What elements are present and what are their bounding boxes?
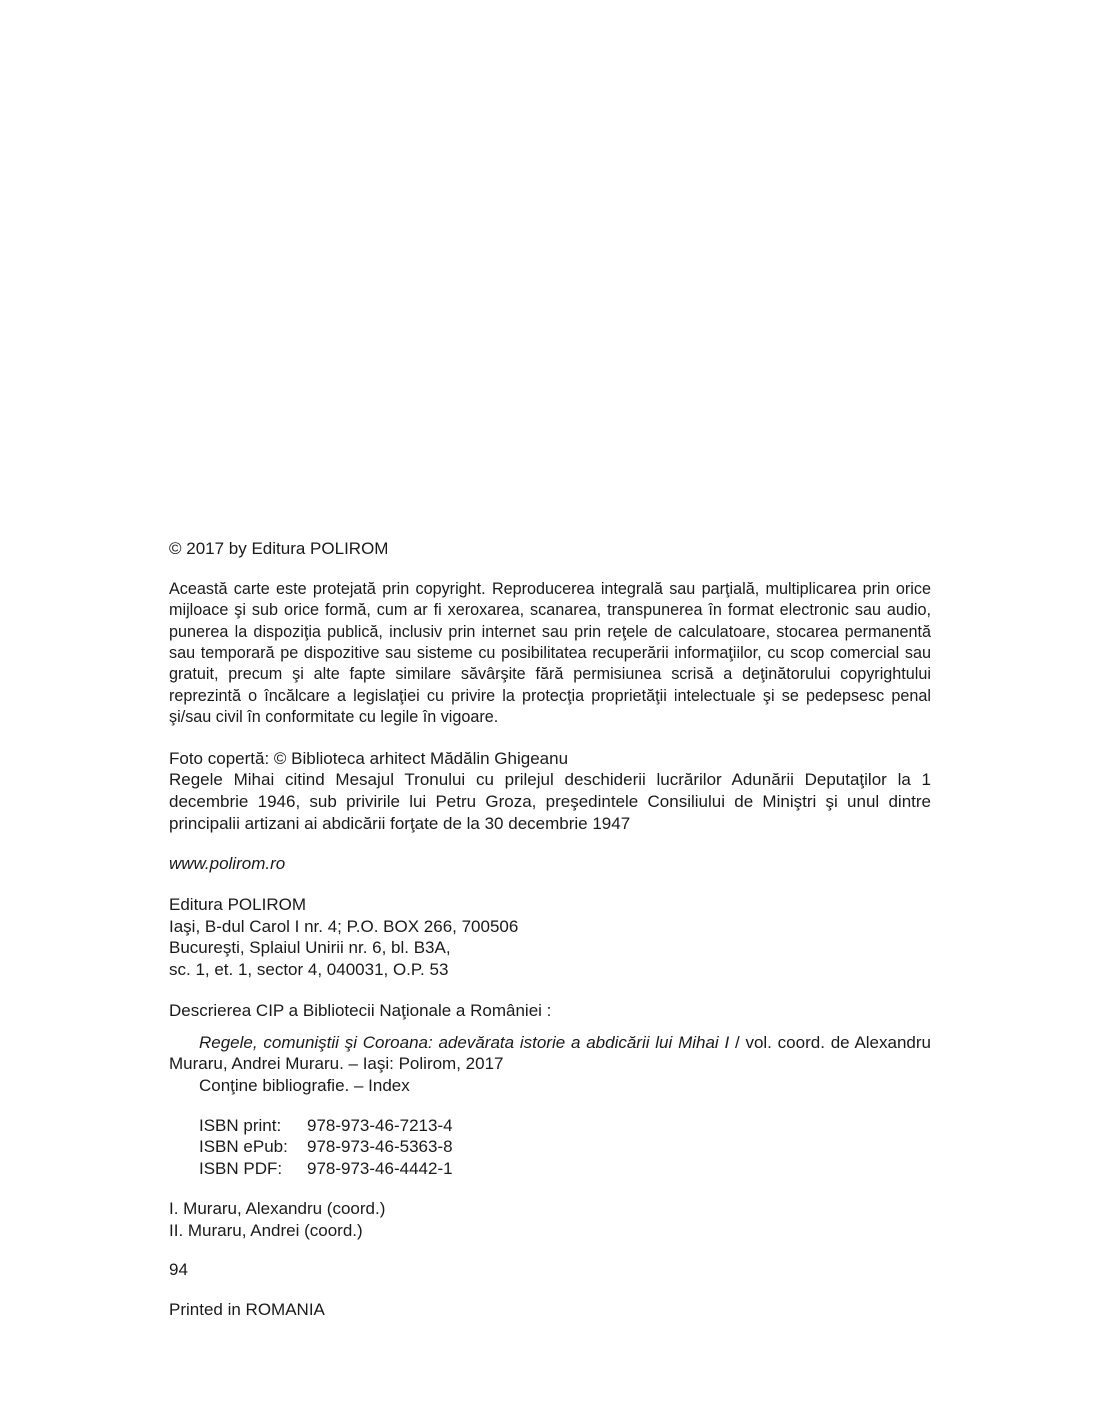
isbn-value: 978-973-46-5363-8 xyxy=(307,1137,453,1157)
contributor-item: I. Muraru, Alexandru (coord.) xyxy=(169,1198,386,1218)
isbn-label: ISBN print: xyxy=(199,1115,282,1135)
isbn-row xyxy=(199,1115,453,1137)
copyright-line: © 2017 by Editura POLIROM xyxy=(169,539,389,558)
isbn-table xyxy=(199,1115,453,1180)
cip-title: Regele, comuniştii şi Coroana: adevărata istorie a abdicării lui Mihai I xyxy=(199,1032,730,1052)
isbn-row xyxy=(199,1158,453,1180)
publisher-address-bucuresti-2: sc. 1, et. 1, sector 4, 040031, O.P. 53 xyxy=(169,960,449,980)
isbn-value: 978-973-46-4442-1 xyxy=(307,1159,453,1179)
copyright-page xyxy=(169,538,931,1321)
cip-heading: Descrierea CIP a Bibliotecii Naţionale a României : xyxy=(169,1000,552,1020)
contributors-list xyxy=(169,1198,931,1241)
photo-credit-block xyxy=(169,748,931,835)
photo-description: Regele Mihai citind Mesajul Tronului cu prilejul deschiderii lucrărilor Adunării Deputaţilor la 1 decembrie 1946, sub privirile lui Petru Groza, preşedintele Consiliului de Miniştri şi unul dintre principalii artizani ai abdicării forţate de la 30 decembrie 1947 xyxy=(169,770,931,833)
publisher-address-bucuresti-1: Bucureşti, Splaiul Unirii nr. 6, bl. B3A, xyxy=(169,938,451,958)
contributor-item: II. Muraru, Andrei (coord.) xyxy=(169,1220,363,1240)
website-link[interactable]: www.polirom.ro xyxy=(169,854,286,874)
cip-entry xyxy=(169,1032,931,1075)
photo-credit: Foto copertă: © Biblioteca arhitect Mădălin Ghigeanu xyxy=(169,748,569,768)
publisher-name: Editura POLIROM xyxy=(169,895,306,915)
publisher-block xyxy=(169,894,931,981)
classification-number: 94 xyxy=(169,1260,188,1280)
cip-note: Conţine bibliografie. – Index xyxy=(199,1075,410,1095)
printed-in: Printed in ROMANIA xyxy=(169,1299,325,1319)
isbn-value: 978-973-46-7213-4 xyxy=(307,1115,453,1135)
isbn-label: ISBN PDF: xyxy=(199,1159,283,1179)
isbn-label: ISBN ePub: xyxy=(199,1137,288,1157)
publisher-address-iasi: Iaşi, B-dul Carol I nr. 4; P.O. BOX 266, 700506 xyxy=(169,916,519,936)
cip-rest: / vol. coord. de Alexandru Muraru, Andrei Muraru. – Iaşi: Polirom, 2017 xyxy=(169,1032,931,1074)
legal-notice: Această carte este protejată prin copyright. Reproducerea integrală sau parţială, multiplicarea prin orice mijloace şi sub orice formă, cum ar fi xeroxarea, scanarea, transpunerea în format electronic sau audio, punerea la dispoziţia publică, inclusiv prin internet sau prin reţele de calculatoare, stocarea permanentă sau temporară pe dispozitive sau sisteme cu posibilitatea recuperării informaţiilor, cu scop comercial sau gratuit, precum şi alte fapte similare săvârşite fără permisiunea scrisă a deţinătorului copyrightului reprezintă o încălcare a legislaţiei cu privire la protecţia proprietăţii intelectuale şi se pedepsesc penal şi/sau civil în conformitate cu legile în vigoare. xyxy=(169,579,931,727)
isbn-row xyxy=(199,1136,453,1158)
